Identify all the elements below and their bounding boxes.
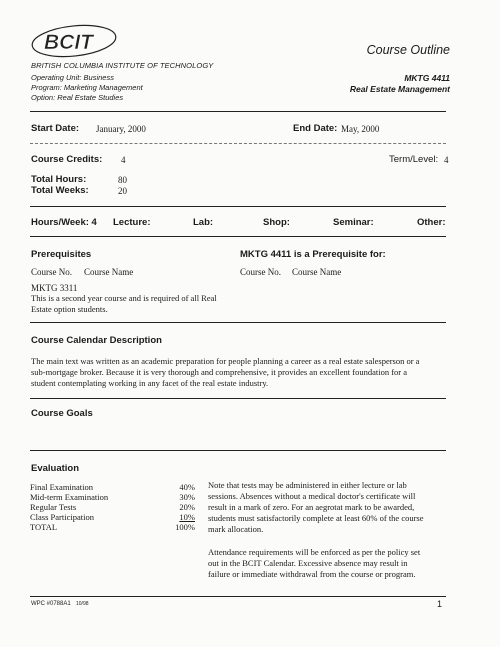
total-hours-value: 80 bbox=[118, 175, 127, 185]
evaluation-note-line: students must satisfactorily complete at least 60% of the course bbox=[208, 513, 424, 523]
hours-per-week: Hours/Week: 4 bbox=[31, 217, 97, 228]
course-goals-heading: Course Goals bbox=[31, 408, 93, 419]
bcit-logo bbox=[30, 22, 120, 60]
evaluation-note-line: mark allocation. bbox=[208, 524, 264, 534]
form-code: WPC #0788A1 bbox=[31, 601, 71, 607]
term-level-value: 4 bbox=[444, 155, 449, 165]
shop-label: Shop: bbox=[263, 217, 290, 228]
evaluation-note-line: Note that tests may be administered in either lecture or lab bbox=[208, 480, 407, 490]
prereq-col-name: Course Name bbox=[84, 267, 134, 277]
calendar-description-heading: Course Calendar Description bbox=[31, 335, 162, 346]
end-date-value: May, 2000 bbox=[341, 124, 380, 134]
prereq-for-col-name: Course Name bbox=[292, 267, 342, 277]
lab-label: Lab: bbox=[193, 217, 214, 228]
evaluation-item: Class Participation 10% bbox=[30, 512, 195, 522]
divider bbox=[30, 236, 446, 237]
course-credits-label: Course Credits: bbox=[31, 154, 103, 165]
seminar-label: Seminar: bbox=[333, 217, 374, 228]
course-name: Real Estate Management bbox=[349, 84, 450, 94]
operating-unit: Operating Unit: Business bbox=[31, 73, 114, 82]
document-title: Course Outline bbox=[366, 43, 450, 57]
divider bbox=[30, 398, 446, 399]
attendance-note-line: failure or immediate withdrawal from the course or program. bbox=[208, 569, 416, 579]
calendar-text-line: The main text was written as an academic preparation for people planning a career as a real estate salesperson or a bbox=[31, 356, 420, 366]
divider bbox=[30, 322, 446, 323]
divider bbox=[30, 143, 446, 144]
page-number: 1 bbox=[437, 599, 443, 609]
lecture-label: Lecture: bbox=[113, 217, 151, 228]
total-weeks-label: Total Weeks: bbox=[31, 185, 89, 196]
attendance-note-line: out in the BCIT Calendar. Excessive absence may result in bbox=[208, 558, 408, 568]
option: Option: Real Estate Studies bbox=[31, 93, 124, 102]
evaluation-item: Mid-term Examination 30% bbox=[30, 492, 195, 502]
divider bbox=[30, 596, 446, 597]
start-date-value: January, 2000 bbox=[96, 124, 146, 134]
evaluation-total: TOTAL 100% bbox=[30, 522, 195, 532]
divider bbox=[30, 450, 446, 451]
evaluation-note-line: result in a mark of zero. For an aegrotat mark to be awarded, bbox=[208, 502, 415, 512]
total-weeks-value: 20 bbox=[118, 186, 127, 196]
evaluation-item: Final Examination 40% bbox=[30, 482, 195, 492]
evaluation-item: Regular Tests 20% bbox=[30, 502, 195, 512]
calendar-text-line: sub-mortgage broker. Because it is very thorough and comprehensive, it provides an excellent foundation for a bbox=[31, 367, 408, 377]
svg-text:BCIT: BCIT bbox=[44, 31, 93, 54]
prereq-text-line: Estate option students. bbox=[31, 304, 108, 314]
evaluation-heading: Evaluation bbox=[31, 463, 80, 474]
attendance-note-line: Attendance requirements will be enforced as per the policy set bbox=[208, 547, 421, 557]
divider bbox=[30, 206, 446, 207]
prerequisites-heading: Prerequisites bbox=[31, 249, 92, 260]
term-level-label: Term/Level: bbox=[389, 154, 439, 165]
course-code: MKTG 4411 bbox=[404, 73, 450, 83]
program: Program: Marketing Management bbox=[31, 83, 143, 92]
calendar-text-line: student contemplating working in any facet of the real estate industry. bbox=[31, 378, 269, 388]
evaluation-note-line: sessions. Absences without a medical doctor's certificate will bbox=[208, 491, 416, 501]
divider bbox=[30, 111, 446, 112]
form-date: 10/98 bbox=[76, 601, 89, 607]
prerequisite-for-heading: MKTG 4411 is a Prerequisite for: bbox=[240, 249, 386, 260]
total-hours-label: Total Hours: bbox=[31, 174, 87, 185]
prereq-course-no: MKTG 3311 bbox=[31, 283, 78, 293]
end-date-label: End Date: bbox=[293, 123, 338, 134]
other-label: Other: bbox=[417, 217, 446, 228]
prereq-for-col-no: Course No. bbox=[240, 267, 281, 277]
start-date-label: Start Date: bbox=[31, 123, 80, 134]
course-credits-value: 4 bbox=[121, 155, 126, 165]
prereq-text-line: This is a second year course and is required of all Real bbox=[31, 293, 217, 303]
institute-name: BRITISH COLUMBIA INSTITUTE OF TECHNOLOGY bbox=[31, 61, 214, 70]
prereq-col-no: Course No. bbox=[31, 267, 72, 277]
